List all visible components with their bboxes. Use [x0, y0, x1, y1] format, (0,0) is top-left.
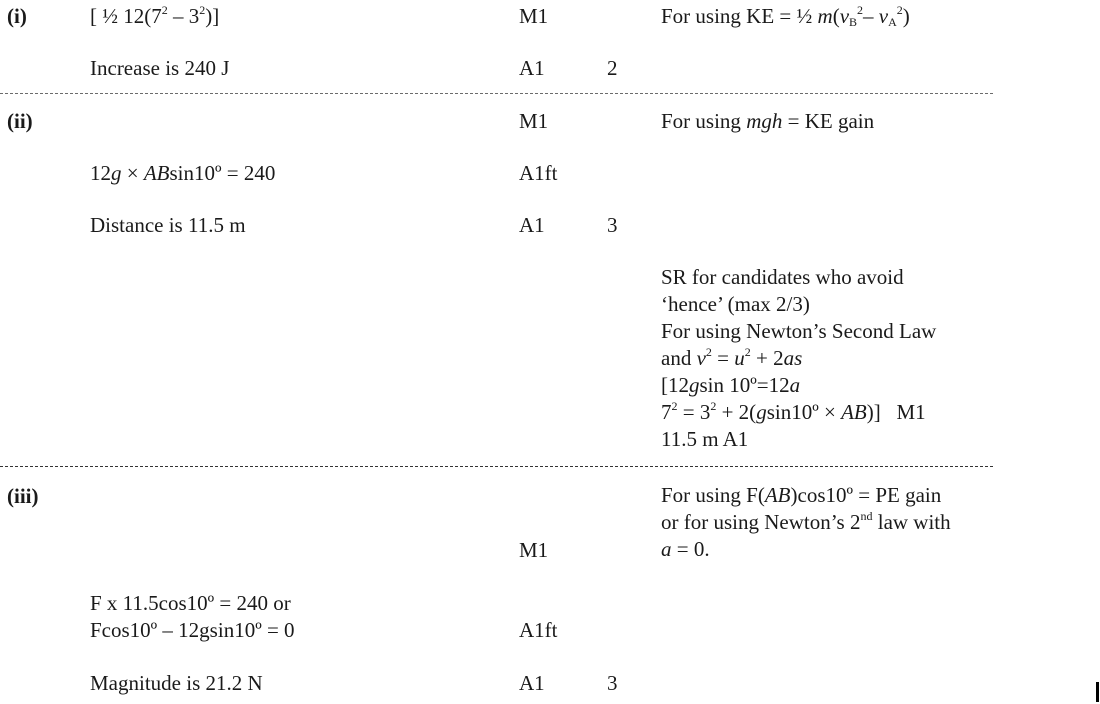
mark-iii-2: A1ft	[519, 618, 558, 642]
guidance-ii-1: For using mgh = KE gain	[661, 109, 875, 133]
guidance-iii-line-1: For using F(AB)cos10º = PE gain	[661, 483, 942, 507]
mark-iii-3: A1	[519, 671, 545, 695]
guidance-iii-line-3: a = 0.	[661, 537, 710, 561]
mark-iii-1: M1	[519, 538, 549, 562]
mark-ii-1: M1	[519, 109, 549, 133]
working-iii-line-2b: Fcos10º – 12gsin10º = 0	[90, 618, 295, 642]
sr-line-2: ‘hence’ (max 2/3)	[661, 292, 810, 316]
working-ii-line-2: 12g × ABsin10º = 240	[90, 161, 276, 185]
separator-i-ii	[0, 93, 993, 94]
sr-line-6: $7^2 = 3^2$ + 2(gsin10º × AB)] M1	[661, 399, 926, 424]
guidance-iii-1	[661, 482, 951, 563]
part-label-iii: (iii)	[7, 484, 39, 508]
part-label-ii: (ii)	[7, 109, 33, 133]
working-iii-line-2	[90, 590, 295, 644]
mark-ii-2: A1ft	[519, 161, 558, 185]
mark-i-2: A1	[519, 56, 545, 80]
working-i-line-2: Increase is 240 J	[90, 56, 230, 80]
mark-i-1: M1	[519, 4, 549, 28]
sr-line-7: 11.5 m A1	[661, 427, 749, 451]
working-ii-line-3: Distance is 11.5 m	[90, 213, 246, 237]
total-i: 2	[607, 56, 618, 80]
working-i-line-1: [ ½ $12(7^2 - 3^2)$]	[90, 3, 220, 28]
sr-line-3: For using Newton’s Second Law	[661, 319, 937, 343]
total-ii: 3	[607, 213, 618, 237]
working-iii-line-3: Magnitude is 21.2 N	[90, 671, 263, 695]
sr-line-4: and $v^2 = u^2 + 2as$	[661, 345, 803, 370]
sr-line-5: [12gsin 10º=12a	[661, 373, 801, 397]
sr-line-1: SR for candidates who avoid	[661, 265, 904, 289]
guidance-i-1: For using KE = ½ $m(v_B^2-$ $v_A^2$)	[661, 3, 910, 29]
guidance-iii-line-2: or for using Newton’s 2nd law with	[661, 509, 951, 534]
part-label-i: (i)	[7, 4, 27, 28]
separator-ii-iii	[0, 466, 993, 467]
total-iii: 3	[607, 671, 618, 695]
text-cursor	[1096, 682, 1099, 702]
working-iii-line-2a: F x 11.5cos10º = 240 or	[90, 591, 291, 615]
mark-ii-3: A1	[519, 213, 545, 237]
special-ruling-block	[661, 264, 936, 453]
